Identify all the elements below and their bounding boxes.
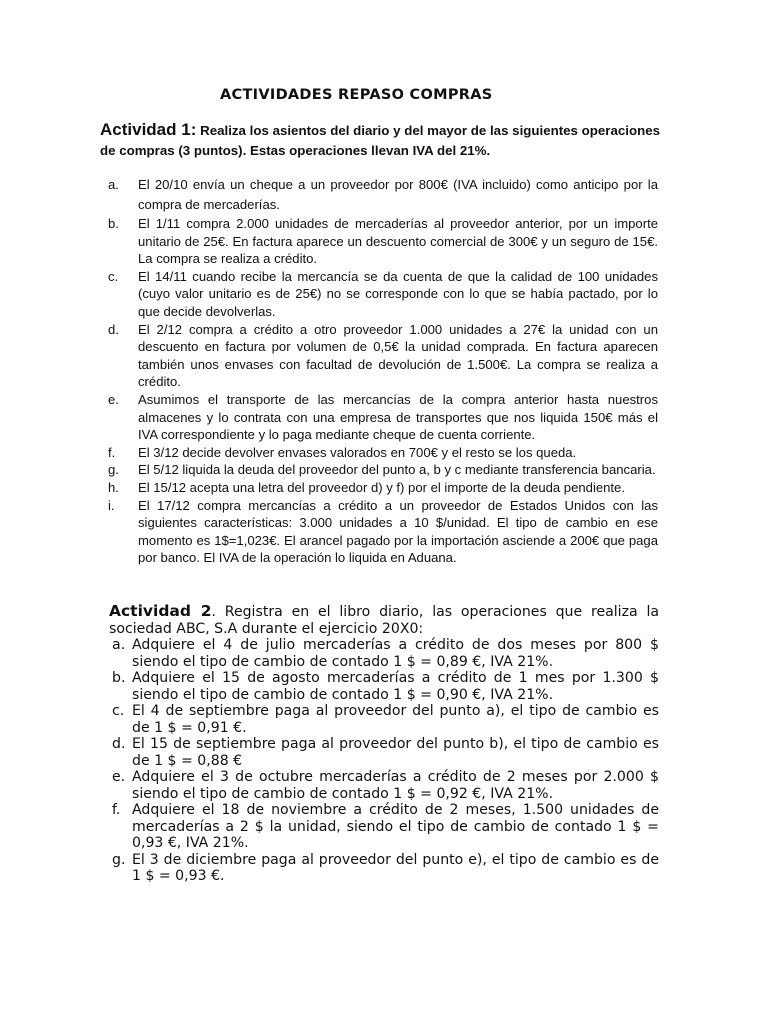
list-item [108,321,658,391]
list-item-letter: e. [112,769,126,785]
list-item-letter: a. [112,637,126,653]
list-item-text: El 15/12 acepta una letra del proveedor d) y f) por el importe de la deuda pendiente. [138,479,625,495]
actividad-2-header [109,603,659,637]
list-item-text: El 5/12 liquida la deuda del proveedor del punto a, b y c mediante transferencia bancaria. [138,462,656,478]
list-item-text: El 20/10 envía un cheque a un proveedor por 800€ (IVA incluido) como anticipo por la compra de mercaderías. [138,177,658,212]
actividad-1-header [100,120,660,161]
document-title: ACTIVIDADES REPASO COMPRAS [220,87,493,103]
list-item [109,852,659,885]
list-item [108,461,658,479]
actividad-2-heading-punct: . [211,604,216,620]
actividad-1-heading: Actividad 1: [100,120,197,139]
actividad-1-list [108,175,658,567]
list-item-text: El 3 de diciembre paga al proveedor del punto e), el tipo de cambio es de 1 $ = 0,93 €. [132,851,659,884]
list-item-letter: a. [108,177,119,192]
list-item-letter: h. [108,479,119,495]
list-item [109,736,659,769]
list-item-text: El 15 de septiembre paga al proveedor del punto b), el tipo de cambio es de 1 $ = 0,88 € [132,736,659,769]
list-item [109,703,659,736]
list-item [109,802,659,852]
actividad-2-heading: Actividad 2 [109,602,212,620]
actividad-2-list [109,637,659,885]
actividad-2-intro: Registra en el libro diario, las operaciones que realiza la sociedad ABC, S.A durante el ejercicio 20X0: [109,604,659,637]
list-item-text: Adquiere el 3 de octubre mercaderías a crédito de 2 meses por 2.000 $ siendo el tipo de cambio de contado 1 $ = 0,92 €, IVA 21%. [132,769,659,802]
list-item-letter: c. [112,703,125,719]
list-item-text: Adquiere el 15 de agosto mercaderías a crédito de 1 mes por 1.300 $ siendo el tipo de cambio de contado 1 $ = 0,90 €, IVA 21%. [132,670,659,703]
list-item-letter: g. [112,851,126,868]
list-item [109,637,659,670]
list-item-letter: f. [108,444,116,460]
list-item-letter: e. [108,391,119,407]
list-item-letter: g. [108,462,119,478]
list-item-text: El 3/12 decide devolver envases valorados en 700€ y el resto se los queda. [138,444,577,460]
list-item-text: Adquiere el 4 de julio mercaderías a crédito de dos meses por 800 $ siendo el tipo de cambio de contado 1 $ = 0,89 €, IVA 21%. [132,637,659,670]
actividad-2-section [109,603,659,885]
list-item [108,497,658,567]
list-item-letter: d. [112,736,126,752]
list-item [108,175,658,215]
list-item-text: Asumimos el transporte de las mercancías de la compra anterior hasta nuestros almacenes y lo contrata con una empresa de transportes que nos liquida 150€ más el IVA correspondiente y lo paga mediante cheque de cuenta corriente. [138,391,658,443]
list-item-letter: b. [112,670,126,686]
list-item [108,215,658,268]
list-item-letter: i. [108,497,115,513]
list-item-letter: c. [108,268,119,284]
list-item [108,391,658,444]
list-item-text: Adquiere el 18 de noviembre a crédito de 2 meses, 1.500 unidades de mercaderías a 2 $ la unidad, siendo el tipo de cambio de contado 1 $ = 0,93 €, IVA 21%. [132,802,659,851]
list-item-text: El 14/11 cuando recibe la mercancía se da cuenta de que la calidad de 100 unidades (cuyo valor unitario es de 25€) no se corresponde con lo que se había pactado, por lo que decide devolverlas. [138,268,658,319]
actividad-1-section [100,120,660,567]
list-item [108,268,658,321]
list-item-text: El 1/11 compra 2.000 unidades de mercaderías al proveedor anterior, por un importe unitario de 25€. En factura aparece un descuento comercial de 300€ y un seguro de 15€. La compra se realiza a crédito. [138,216,658,267]
list-item [109,769,659,802]
list-item [108,444,658,462]
list-item-letter: b. [108,216,119,231]
list-item-text: El 2/12 compra a crédito a otro proveedor 1.000 unidades a 27€ la unidad con un descuento en factura por volumen de 0,5€ la unidad comprada. En factura aparecen también unos envases con facultad de devolución de 1.500€. La compra se realiza a crédito. [138,321,658,390]
list-item [108,479,658,497]
list-item-text: El 17/12 compra mercancías a crédito a un proveedor de Estados Unidos con las siguientes características: 3.000 unidades a 10 $/unidad. El tipo de cambio en ese momento es 1$=1,023€. El arancel pagado por la importación asciende a 200€ que paga por banco. El IVA de la operación lo liquida en Aduana. [138,497,658,566]
list-item-text: El 4 de septiembre paga al proveedor del punto a), el tipo de cambio es de 1 $ = 0,91 €. [132,703,659,736]
list-item-letter: d. [108,321,119,337]
list-item-letter: f. [112,802,121,818]
list-item [109,670,659,703]
actividad-1-intro: Realiza los asientos del diario y del mayor de las siguientes operaciones de compras (3 puntos). Estas operaciones llevan IVA del 21%. [100,123,660,158]
